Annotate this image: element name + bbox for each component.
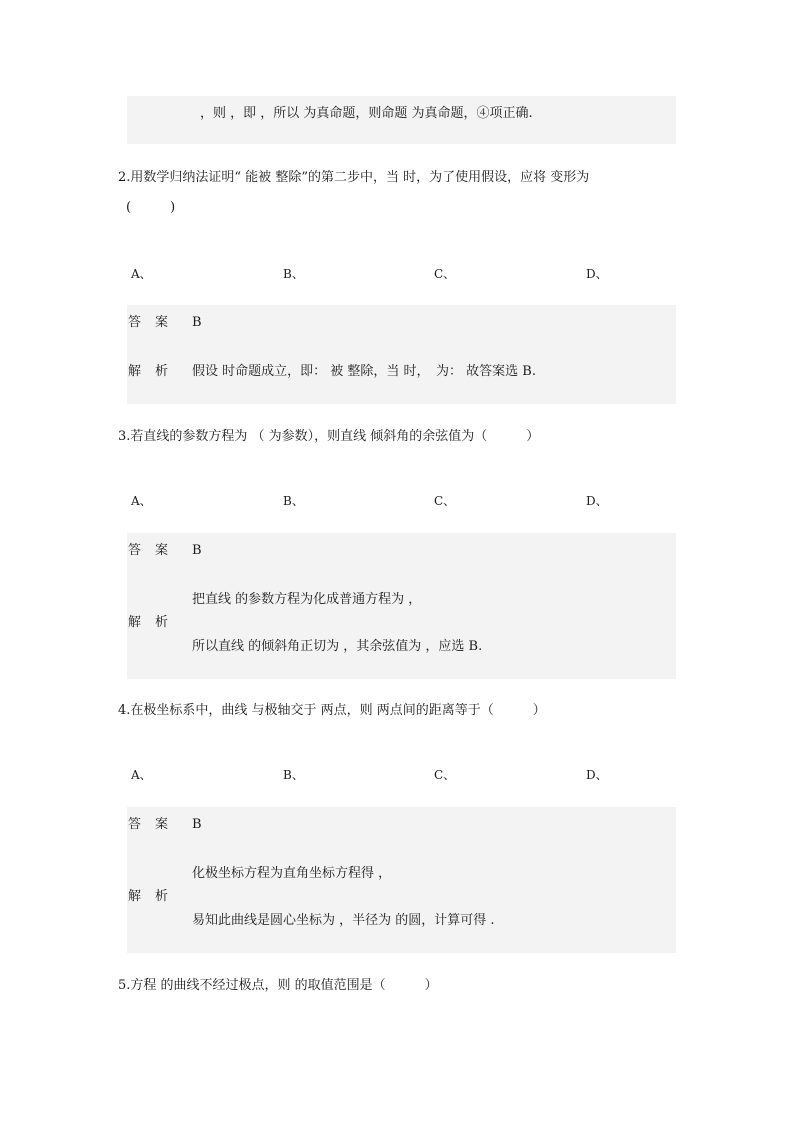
q2-stem-line2: ( ) — [126, 200, 176, 215]
q3-answer-label: 答 案 — [128, 543, 169, 558]
q3-analysis-label: 解 析 — [128, 615, 169, 630]
q4-option-a: A、 — [131, 768, 152, 782]
q3-stem: 3.若直线的参数方程为 （ 为参数），则直线 倾斜角的余弦值为（ ） — [118, 429, 540, 444]
q3-option-a: A、 — [131, 494, 152, 508]
q3-answer-value: B — [192, 543, 202, 558]
q1-analysis-text: ，则 ，即 ，所以 为真命题，则命题 为真命题，④项正确. — [200, 106, 533, 121]
q2-stem-line1: 2.用数学归纳法证明“ 能被 整除”的第二步中，当 时，为了使用假设，应将 变形为 — [118, 170, 590, 185]
q4-option-c: C、 — [434, 768, 456, 782]
q3-analysis-line2: 所以直线 的倾斜角正切为 ，其余弦值为 ，应选 B. — [192, 639, 483, 654]
q3-option-c: C、 — [434, 494, 456, 508]
q2-option-d: D、 — [586, 267, 608, 281]
q2-option-b: B、 — [283, 267, 304, 281]
q3-option-d: D、 — [586, 494, 608, 508]
q2-analysis-text: 假设 时命题成立，即： 被 整除，当 时， 为： 故答案选 B. — [192, 364, 536, 379]
q4-analysis-line1: 化极坐标方程为直角坐标方程得 ， — [192, 866, 392, 881]
q3-option-b: B、 — [283, 494, 304, 508]
q2-option-a: A、 — [131, 267, 152, 281]
q3-analysis-line1: 把直线 的参数方程为化成普通方程为 ， — [192, 592, 422, 607]
q2-analysis-label: 解 析 — [128, 364, 169, 379]
q5-stem: 5.方程 的曲线不经过极点，则 的取值范围是（ ） — [118, 978, 438, 993]
q2-option-c: C、 — [434, 267, 456, 281]
q2-answer-value: B — [192, 315, 202, 330]
q4-option-b: B、 — [283, 768, 304, 782]
q4-answer-value: B — [192, 817, 202, 832]
q4-analysis-label: 解 析 — [128, 889, 169, 904]
q2-answer-label: 答 案 — [128, 315, 169, 330]
q2-answer-box — [127, 305, 676, 404]
q4-answer-label: 答 案 — [128, 817, 169, 832]
q4-option-d: D、 — [586, 768, 608, 782]
q4-analysis-line2: 易知此曲线是圆心坐标为 ，半径为 的圆，计算可得 . — [192, 913, 495, 928]
q4-stem: 4.在极坐标系中，曲线 与极轴交于 两点，则 两点间的距离等于（ ） — [118, 703, 546, 718]
